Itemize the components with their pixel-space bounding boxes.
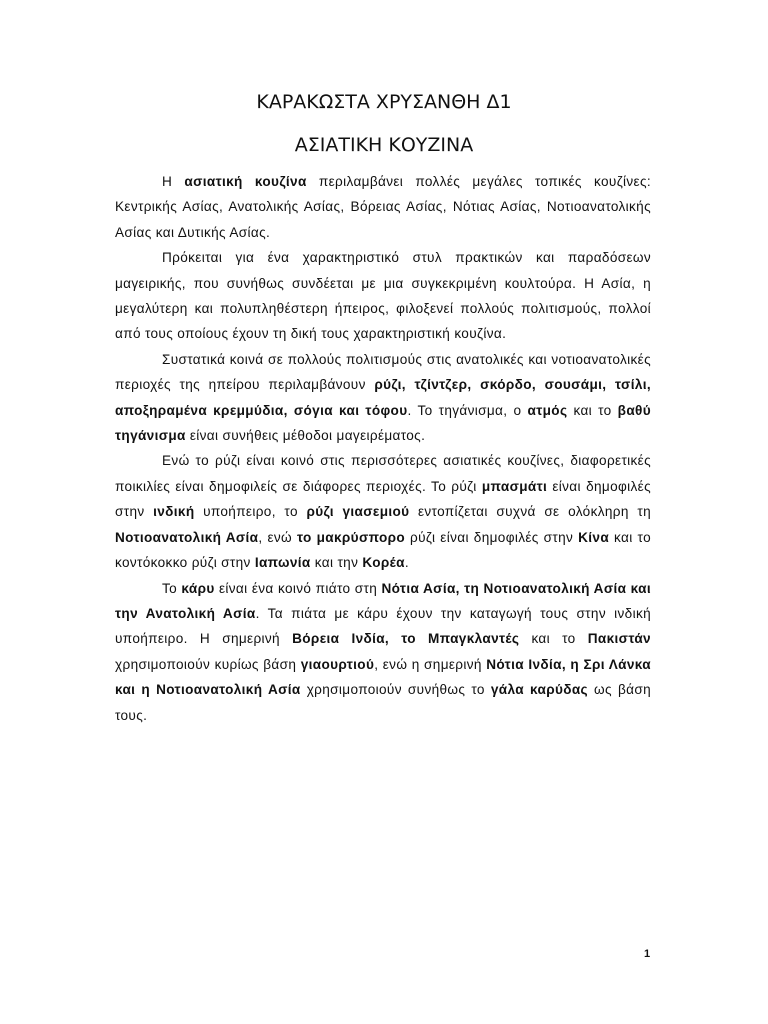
text-run: και το <box>567 402 618 418</box>
text-run: Πρόκειται για ένα χαρακτηριστικό στυλ πρακτικών και παραδόσεων μαγειρικής, που συνήθως συνδέεται με μια συγκεκριμένη κουλτούρα. Η Ασία, η μεγαλύτερη και πολυπληθέστερη ήπειρος, φιλοξενεί πολλούς πολιτισμούς, πολλοί από τους οποίους έχουν τη δική τους χαρακτηριστική κουζίνα. <box>115 250 651 342</box>
bold-term: το μακρύσπορο <box>296 529 406 545</box>
paragraph <box>115 448 651 575</box>
text-run: χρησιμοποιούν συνήθως το <box>300 682 491 698</box>
text-run: ρύζι είναι δημοφιλές στην <box>405 529 579 545</box>
text-run: . <box>404 555 409 571</box>
text-run: Ενώ το ρύζι είναι κοινό στις περισσότερες ασιατικές κουζίνες, διαφορετικές ποικιλίες είναι δημοφιλείς σε διάφορες περιοχές. Το ρύζι <box>115 453 651 494</box>
paragraph <box>115 245 651 347</box>
paragraph <box>115 169 651 245</box>
text-run: είναι δημοφιλές στην <box>115 478 651 520</box>
text-run: Συστατικά κοινά σε πολλούς πολιτισμούς στις ανατολικές και νοτιοανατολικές περιοχές της ηπείρου περιλαμβάνουν <box>115 351 651 393</box>
text-run: , ενώ <box>258 529 297 545</box>
text-run: εντοπίζεται συχνά σε ολόκληρη τη <box>409 504 651 520</box>
text-run: και το <box>519 631 588 647</box>
page-number: 1 <box>644 948 651 960</box>
text-run: και την <box>310 555 363 571</box>
text-run: Η <box>162 174 185 189</box>
bold-term: Νοτιοανατολική Ασία <box>115 529 259 545</box>
bold-term: ινδική <box>153 504 195 520</box>
bold-term: Πακιστάν <box>587 631 651 647</box>
bold-term: βαθύ τηγάνισμα <box>115 402 651 444</box>
text-run: Το <box>162 580 182 596</box>
bold-term: Βόρεια Ινδία, το Μπαγκλαντές <box>292 631 520 647</box>
bold-term: γιαουρτιού <box>300 656 375 672</box>
bold-term: κάρυ <box>181 580 215 596</box>
text-run: και το κοντόκοκκο ρύζι στην <box>115 529 651 571</box>
text-run: χρησιμοποιούν κυρίως βάση <box>115 656 301 672</box>
text-run: , ενώ η σημερινή <box>374 656 487 672</box>
text-run: . Το τηγάνισμα, ο <box>407 402 528 418</box>
paragraph <box>115 347 651 449</box>
page-title: ΑΣΙΑΤΙΚΗ ΚΟΥΖΙΝΑ <box>294 134 474 156</box>
text-run: περιλαμβάνει πολλές μεγάλες τοπικές κουζίνες: Κεντρικής Ασίας, Ανατολικής Ασίας, Βόρειας Ασίας, Νότιας Ασίας, Νοτιοανατολικής Ασίας και Δυτικής Ασίας. <box>115 174 651 240</box>
paragraph <box>115 576 651 728</box>
body-text <box>115 169 651 728</box>
bold-term: Νότια Ινδία, η Σρι Λάνκα και η Νοτιοανατολική Ασία <box>115 656 651 698</box>
text-run: είναι συνήθεις μέθοδοι μαγειρέματος. <box>185 428 426 444</box>
text-run: υποήπειρο, το <box>194 504 307 520</box>
bold-term: ασιατική κουζίνα <box>184 174 307 189</box>
text-run: είναι ένα κοινό πιάτο στη <box>214 580 382 596</box>
bold-term: ρύζι γιασεμιού <box>306 504 410 520</box>
bold-term: Ιαπωνία <box>254 555 311 571</box>
bold-term: ρύζι, τζίντζερ, σκόρδο, σουσάμι, τσίλι, αποξηραμένα κρεμμύδια, σόγια και τόφου <box>115 377 651 418</box>
bold-term: γάλα καρύδας <box>490 682 588 698</box>
text-run: ως βάση τους. <box>115 682 651 723</box>
text-run: . Τα πιάτα με κάρυ έχουν την καταγωγή τους στην ινδική υποήπειρο. Η σημερινή <box>115 605 651 647</box>
bold-term: ατμός <box>527 402 568 418</box>
bold-term: Κορέα <box>362 555 405 571</box>
bold-term: Νότια Ασία, τη Νοτιοανατολική Ασία και την Ανατολική Ασία <box>115 580 651 621</box>
author-line: ΚΑΡΑΚΩΣΤΑ ΧΡΥΣΑΝΘΗ Δ1 <box>256 91 512 113</box>
bold-term: μπασμάτι <box>481 478 548 494</box>
bold-term: Κίνα <box>578 529 610 545</box>
